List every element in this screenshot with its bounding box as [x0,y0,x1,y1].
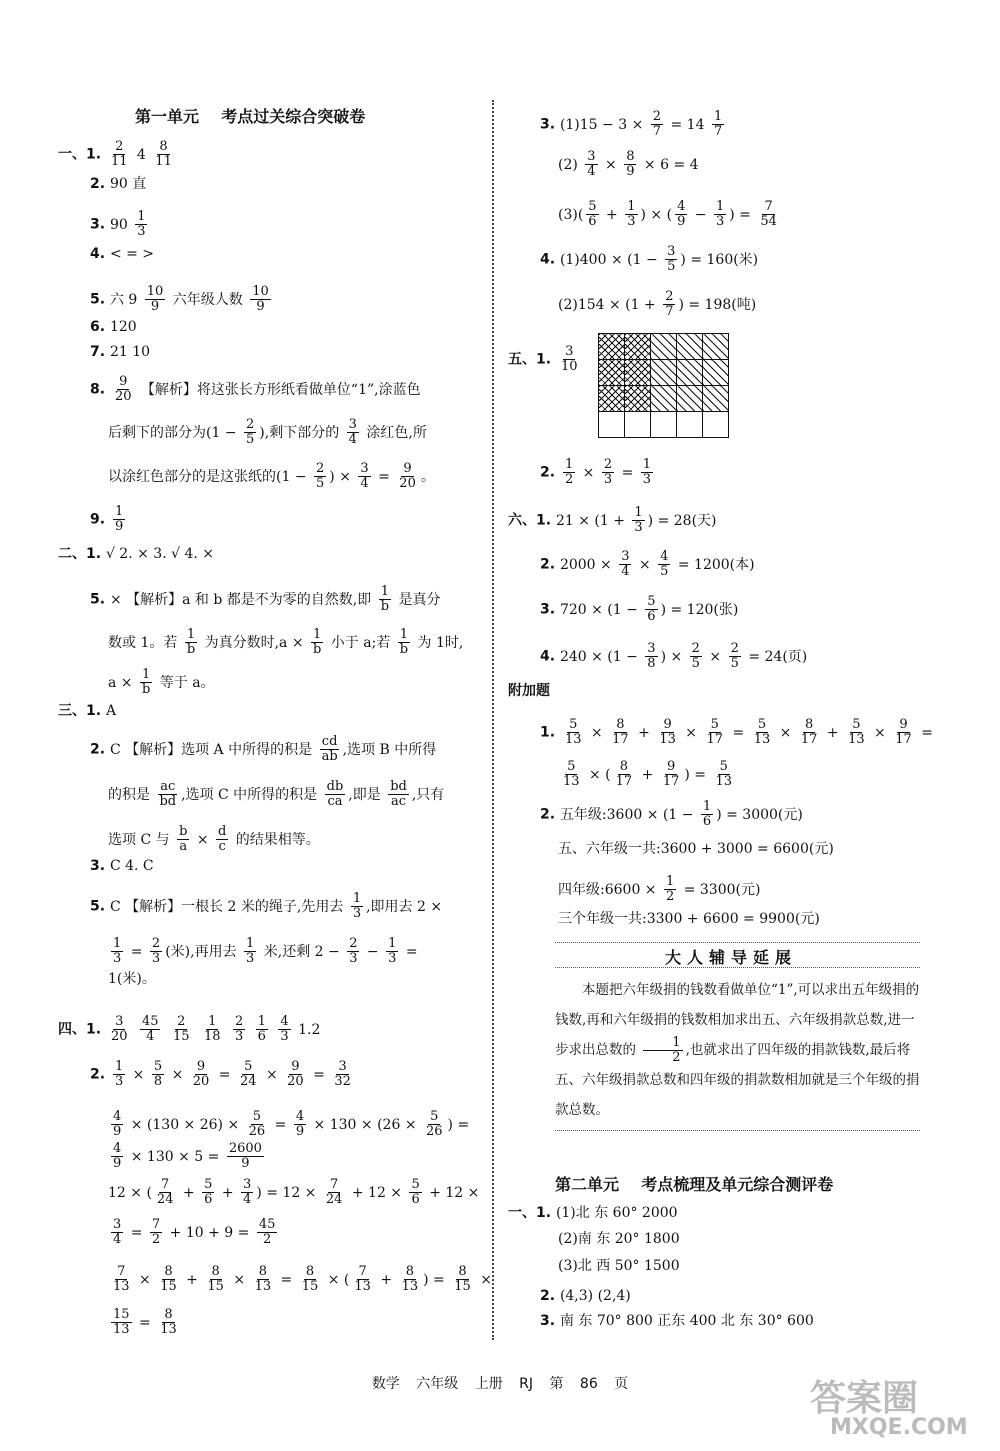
answer-line [90,375,421,404]
fraction: $\frac{1}{3}$ [634,505,643,535]
fraction: $\frac{7}{13}$ [354,1264,371,1294]
question-number: 3. [90,858,110,874]
fraction: $\frac{ac}{bd}$ [159,779,177,809]
answer-text: 以涂红色部分的是这张纸的(1 − $\frac{2}{5}$ ) × $\frac{3}{4}$ = $\frac{9}{20}$ 。 [108,461,435,491]
fraction: $\frac{d}{c}$ [218,824,227,854]
question-number: 2. [90,176,110,192]
answer-line [90,343,150,361]
answer-text: C 【解析】选项 A 中所得的积是 $\frac{cd}{ab}$ ,选项 B 中所得 [109,734,437,764]
fraction: $\frac{8}{17}$ [615,759,633,789]
fraction: $\frac{4}{5}$ [660,549,669,579]
fraction: $\frac{7}{54}$ [760,199,777,229]
answer-text: 21 × (1 + $\frac{1}{3}$ ) = 28(天) [555,505,717,535]
fraction: $\frac{1}{7}$ [713,109,723,139]
answer-text: $\frac{7}{13}$ × $\frac{8}{15}$ + $\frac{8}{15}$ × $\frac{8}{13}$ = $\frac{8}{15}$ × ( $\frac{7}{13}$ + $\frac{8}{13}$ ) = $\frac{8}{15}$ × [113,1264,492,1294]
fraction: $\frac{4}{9}$ [677,199,686,229]
answer-text: 数或 1。若 $\frac{1}{b}$ 为真分数时,a × $\frac{1}{b}$ 小于 a;若 $\frac{1}{b}$ 为 1时, [108,627,464,657]
question-number: 2. [540,806,560,823]
tip-paragraph: 本题把六年级捐的钱数看做单位“1”,可以求出五年级捐的钱数,再和六年级捐的钱数相加求出五、六年级捐款总数,进一步求出总数的 $\frac{1}{2}$ ,也就求出了四年级的捐款钱数,最后将五、六年级捐款总数和四年级的捐款数相加就是三个年级的捐款总数。 [555,982,920,1118]
answer-text: 五年级:3600 × (1 − $\frac{1}{6}$ ) = 3000(元) [559,799,803,829]
question-number: 5. [90,898,110,915]
question-number: 4. [540,648,560,665]
answer-line [90,210,150,239]
fraction: $\frac{4}{9}$ [113,1141,122,1171]
question-number: 4. [540,251,560,268]
question-number: 四、1. [58,1021,106,1038]
answer-text: 后剩下的部分为(1 − $\frac{2}{5}$ ),剩下部分的 $\frac{3}{4}$ 涂红色,所 [108,417,427,447]
fraction: $\frac{9}{20}$ [399,461,416,491]
answer-text: (4,3) (2,4) [559,1288,631,1304]
answer-line [58,545,214,563]
answer-line [58,702,116,720]
fraction: $\frac{7}{24}$ [325,1177,343,1207]
answer-line [90,735,436,764]
answer-line [108,462,435,491]
question-number: 2. [90,741,110,758]
fraction: $\frac{2}{11}$ [110,139,128,169]
fraction: $\frac{1}{3}$ [137,209,146,239]
answer-text: $\frac{1}{2}$ × $\frac{2}{3}$ = $\frac{1}{3}$ [564,457,652,487]
fraction: $\frac{1}{b}$ [380,584,390,614]
answer-text: × 【解析】a 和 b 都是不为零的自然数,即 $\frac{1}{b}$ 是真分 [109,584,441,614]
watermark-url: MXQE.COM [830,1415,968,1440]
fraction: $\frac{5}{8}$ [153,1059,163,1089]
fraction: $\frac{5}{17}$ [706,717,724,747]
answer-line [540,458,656,487]
answer-text: C 4. C [109,858,154,874]
watermark-logo: 答案圈 [810,1378,919,1419]
answer-line [108,970,156,988]
fraction: $\frac{8}{15}$ [160,1264,177,1294]
answer-line [90,318,137,336]
answer-line [540,550,755,579]
answer-line [108,1265,492,1294]
answer-text: $\frac{5}{13}$ × ( $\frac{8}{17}$ + $\frac{9}{17}$ ) = $\frac{5}{13}$ [563,759,733,789]
answer-text: $\frac{4}{9}$ × (130 × 26) × $\frac{5}{26}$ = $\frac{4}{9}$ × 130 × (26 × $\frac{5}{26}$ ) = [113,1109,470,1139]
answer-line [108,418,427,447]
fraction: $\frac{2}{3}$ [234,1014,244,1044]
answer-text: (1)15 − 3 × $\frac{2}{7}$ = 14 $\frac{1}{7}$ [559,109,723,139]
fraction: $\frac{2}{3}$ [151,936,161,966]
fraction: $\frac{3}{4}$ [587,149,596,179]
fraction: $\frac{5}{6}$ [647,594,656,624]
fraction: $\frac{1}{2}$ [564,457,574,487]
fraction: $\frac{3}{20}$ [110,1014,128,1044]
answer-text: (1)400 × (1 − $\frac{3}{5}$ ) = 160(米) [559,244,759,274]
answer-text: (2)南 东 20° 1800 [558,1231,680,1247]
answer-line [108,668,215,697]
fraction: $\frac{2}{7}$ [665,289,674,319]
fraction: $\frac{8}{13}$ [254,1264,272,1294]
answer-text: $\frac{5}{13}$ × $\frac{8}{17}$ + $\frac{9}{13}$ × $\frac{5}{17}$ = $\frac{5}{13}$ × $\frac{8}{17}$ + $\frac{5}{13}$ × $\frac{9}{17}$ = [564,717,933,747]
fraction: $\frac{3}{4}$ [113,1217,122,1247]
fraction: $\frac{2}{5}$ [730,641,739,671]
answer-text: $\frac{2}{11}$ 4 $\frac{8}{11}$ [110,139,172,169]
answer-text: 选项 C 与 $\frac{b}{a}$ × $\frac{d}{c}$ 的结果相等。 [108,824,320,854]
fraction: $\frac{3}{8}$ [647,641,656,671]
fraction: $\frac{b}{a}$ [179,824,188,854]
answer-line [108,780,444,809]
fraction: $\frac{1}{18}$ [203,1014,221,1044]
answer-text: 2000 × $\frac{3}{4}$ × $\frac{4}{5}$ = 1200(本) [559,549,755,579]
answer-text: 12 × ( $\frac{7}{24}$ + $\frac{5}{6}$ + $\frac{3}{4}$ ) = 12 × $\frac{7}{24}$ + 12 × $\frac{5}{6}$ + 12 × [108,1177,480,1207]
answer-line [108,1218,280,1247]
answer-line [108,628,463,657]
fraction: $\frac{8}{15}$ [301,1264,319,1294]
fraction: $\frac{1}{6}$ [702,799,712,829]
answer-line [558,760,737,789]
fraction: $\frac{8}{13}$ [160,1307,177,1337]
answer-text: 六 9 $\frac{10}{9}$ 六年级人数 $\frac{10}{9}$ [109,284,269,314]
answer-line [508,1204,678,1222]
question-number: 2. [540,464,560,481]
answer-line [90,1060,356,1089]
fraction: $\frac{1}{3}$ [642,457,652,487]
fraction: $\frac{5}{26}$ [426,1109,443,1139]
answer-line [108,825,320,854]
answer-text: < = > [109,246,155,262]
fraction: $\frac{7}{13}$ [113,1264,130,1294]
fraction: $\frac{45}{4}$ [141,1014,159,1044]
answer-line [540,1287,631,1305]
fraction: $\frac{5}{13}$ [564,717,582,747]
answer-text: 南 东 70° 800 正东 400 北 东 30° 600 [559,1313,814,1329]
fraction: $\frac{3}{4}$ [243,1177,252,1207]
fraction-grid [598,333,729,438]
answer-text [110,504,128,534]
question-number: 5. [90,591,110,608]
question-number: 5. [90,291,110,308]
answer-line [508,682,550,700]
answer-line [58,140,177,169]
fraction: $\frac{1}{3}$ [627,199,636,229]
fraction: $\frac{5}{13}$ [563,759,580,789]
unit1-title: 第一单元 考点过关综合突破卷 [135,107,366,126]
fraction: $\frac{2}{3}$ [349,936,358,966]
fraction: $\frac{8}{15}$ [207,1264,224,1294]
answer-line [90,285,274,314]
answer-text: 四年级:6600 × $\frac{1}{2}$ = 3300(元) [558,874,761,904]
fraction: $\frac{5}{13}$ [715,759,733,789]
fraction: $\frac{2}{5}$ [316,461,325,491]
answer-line [558,290,756,319]
answer-line [108,1178,479,1207]
fraction: $\frac{3}{10}$ [560,344,578,374]
fraction: $\frac{4}{3}$ [280,1014,289,1044]
fraction: $\frac{8}{13}$ [401,1264,419,1294]
fraction: $\frac{1}{6}$ [257,1014,266,1044]
fraction: $\frac{1}{3}$ [246,936,255,966]
fraction: $\frac{10}{9}$ [252,284,269,314]
question-number: 3. [90,216,110,233]
tip-rule [555,1130,920,1131]
question-number: 1. [540,724,560,741]
answer-line [558,1257,680,1275]
question-number: 4. [90,246,110,262]
answer-text: a × $\frac{1}{b}$ 等于 a。 [108,667,215,697]
question-number: 2. [90,1066,110,1083]
fraction: $\frac{1}{b}$ [313,627,322,657]
answer-text: 五、六年级一共:3600 + 3000 = 6600(元) [558,841,834,857]
fraction: $\frac{cd}{ab}$ [321,734,338,764]
fraction: $\frac{bd}{ac}$ [390,779,407,809]
fraction: $\frac{15}{13}$ [113,1307,130,1337]
fraction: $\frac{4}{9}$ [113,1109,122,1139]
fraction: $\frac{1}{3}$ [114,1059,124,1089]
fraction: $\frac{9}{20}$ [192,1059,210,1089]
answer-text: $\frac{1}{3}$ = $\frac{2}{3}$ (米),再用去 $\frac{1}{3}$ 米,还剩 2 − $\frac{2}{3}$ − $\frac{1}{3}$ = [113,936,418,966]
question-number: 2. [540,1288,560,1304]
fraction: $\frac{3}{4}$ [348,417,357,447]
answer-line [558,910,820,928]
question-number: 6. [90,319,110,335]
tip-banner [555,942,920,968]
answer-text: 720 × (1 − $\frac{5}{6}$ ) = 120(张) [559,594,739,624]
fraction: $\frac{8}{9}$ [626,149,635,179]
answer-line [90,857,154,875]
fraction: $\frac{3}{5}$ [667,244,676,274]
fraction: $\frac{9}{13}$ [659,717,676,747]
fraction: $\frac{1}{9}$ [114,504,124,534]
answer-line [108,1308,182,1337]
question-number: 三、1. [58,703,106,719]
answer-line [558,200,782,229]
answer-line [108,1110,469,1139]
answer-line [558,875,760,904]
fraction: $\frac{9}{17}$ [895,717,912,747]
fraction: $\frac{8}{15}$ [454,1264,471,1294]
tip-banner-label: 大人辅导延展 [665,948,798,967]
answer-text [556,344,583,374]
fraction: $\frac{db}{ca}$ [326,779,344,809]
answer-line [540,1312,814,1330]
fraction: $\frac{1}{b}$ [399,627,409,657]
answer-line [90,892,442,921]
answer-line [508,345,582,374]
question-number: 五、1. [508,351,556,368]
answer-line [540,595,738,624]
fraction: $\frac{1}{b}$ [141,667,151,697]
fraction: $\frac{2}{15}$ [172,1014,190,1044]
answer-text: (3)( $\frac{5}{6}$ + $\frac{1}{3}$ ) × ( $\frac{4}{9}$ − $\frac{1}{3}$ ) = $\frac{7}{54}$ [558,199,777,229]
answer-line [540,110,727,139]
answer-text: 的积是 $\frac{ac}{bd}$ ,选项 C 中所得的积是 $\frac{db}{ca}$ ,即是 $\frac{bd}{ac}$ ,只有 [108,779,445,809]
fraction: $\frac{5}{6}$ [588,199,597,229]
answer-text: 21 10 [109,344,151,360]
question-number: 7. [90,344,110,360]
fraction: $\frac{2}{5}$ [246,417,255,447]
fraction: $\frac{2600}{9}$ [228,1141,262,1171]
answer-line [90,245,154,263]
answer-text: √ 2. × 3. √ 4. × [105,546,215,562]
fraction: $\frac{9}{20}$ [287,1059,304,1089]
answer-text: 240 × (1 − $\frac{3}{8}$ ) × $\frac{2}{5}$ × $\frac{2}{5}$ = 24(页) [559,641,808,671]
answer-line [108,937,418,966]
fraction: $\frac{8}{17}$ [612,717,629,747]
fraction: $\frac{2}{3}$ [603,457,613,487]
question-number: 六、1. [508,512,556,529]
fraction: $\frac{5}{6}$ [204,1177,213,1207]
fraction: $\frac{9}{20}$ [114,374,132,404]
fraction: $\frac{8}{17}$ [800,717,818,747]
question-number: 9. [90,511,110,528]
fraction: $\frac{1}{2}$ [665,874,675,904]
answer-text: $\frac{1}{3}$ × $\frac{5}{8}$ × $\frac{9}{20}$ = $\frac{5}{24}$ × $\frac{9}{20}$ = $\frac{3}{32}$ [114,1059,351,1089]
question-number: 3. [540,601,560,618]
answer-text: $\frac{3}{20}$ $\frac{45}{4}$ $\frac{2}{15}$ $\frac{1}{18}$ $\frac{2}{3}$ $\frac{1}{6}$ $\frac{4}{3}$ 1.2 [110,1014,321,1044]
fraction: $\frac{3}{4}$ [360,461,369,491]
fraction: $\frac{1}{3}$ [113,936,122,966]
answer-line [558,840,834,858]
answer-text: 90 $\frac{1}{3}$ [109,209,146,239]
answer-line [108,1142,267,1171]
answer-line [58,1015,320,1044]
answer-text: A [105,703,117,719]
fraction: $\frac{2}{7}$ [652,109,662,139]
column-divider [492,100,494,1340]
fraction: $\frac{5}{24}$ [239,1059,257,1089]
answer-text: $\frac{15}{13}$ = $\frac{8}{13}$ [113,1307,177,1337]
fraction: $\frac{2}{5}$ [691,641,700,671]
answer-text: 1(米)。 [108,971,156,987]
question-number: 3. [540,1313,560,1329]
answer-line [508,506,717,535]
answer-text: (2)154 × (1 + $\frac{2}{7}$ ) = 198(吨) [558,289,757,319]
fraction: $\frac{1}{3}$ [715,199,725,229]
fraction: $\frac{5}{13}$ [848,717,865,747]
answer-line [558,1230,680,1248]
fraction: $\frac{7}{2}$ [151,1217,161,1247]
question-number: 一、1. [58,146,106,163]
answer-text: 三个年级一共:3300 + 6600 = 9900(元) [558,911,820,927]
fraction: $\frac{3}{4}$ [621,549,630,579]
fraction: $\frac{5}{6}$ [411,1177,420,1207]
question-number: 3. [540,116,560,133]
fraction: $\frac{4}{9}$ [295,1109,305,1139]
fraction: $\frac{8}{11}$ [155,139,172,169]
answer-line [540,718,933,747]
answer-text: 90 直 [109,176,147,192]
answer-line [90,505,128,534]
answer-line [540,800,803,829]
question-number: 附加题 [508,683,550,699]
fraction: $\frac{9}{17}$ [662,759,680,789]
question-number: 2. [540,556,560,573]
answer-text: $\frac{3}{4}$ = $\frac{7}{2}$ + 10 + 9 = $\frac{45}{2}$ [113,1217,276,1247]
answer-text: C 【解析】一根长 2 米的绳子,先用去 $\frac{1}{3}$ ,即用去 2 × [109,891,443,921]
answer-text: (1)北 东 60° 2000 [555,1205,678,1221]
answer-text: 120 [109,319,137,335]
unit2-title: 第二单元 考点梳理及单元综合测评卷 [555,1175,834,1194]
fraction: $\frac{1}{b}$ [186,627,196,657]
answer-line [90,175,146,193]
fraction: $\frac{5}{26}$ [248,1109,266,1139]
answer-line [540,245,758,274]
answer-line [558,150,699,179]
question-number: 8. [90,381,110,398]
fraction: $\frac{3}{32}$ [334,1059,351,1089]
answer-text: (2) $\frac{3}{4}$ × $\frac{8}{9}$ × 6 = 4 [558,149,699,179]
page-footer: 数学 六年级 上册 RJ 第 86 页 [371,1376,629,1392]
fraction: $\frac{5}{13}$ [753,717,771,747]
question-number: 二、1. [58,546,106,562]
answer-text: (3)北 西 50° 1500 [558,1258,680,1274]
answer-line [90,585,440,614]
fraction: $\frac{1}{3}$ [352,891,362,921]
answer-text: $\frac{9}{20}$ 【解析】将这张长方形纸看做单位“1”,涂蓝色 [114,374,421,404]
answer-text: $\frac{4}{9}$ × 130 × 5 = $\frac{2600}{9}$ [113,1141,262,1171]
fraction: $\frac{7}{24}$ [156,1177,174,1207]
fraction: $\frac{1}{2}$ [643,1036,682,1065]
fraction: $\frac{1}{3}$ [388,936,397,966]
fraction: $\frac{45}{2}$ [258,1217,276,1247]
question-number: 一、1. [508,1205,556,1221]
fraction: $\frac{10}{9}$ [146,284,164,314]
answer-line [540,642,807,671]
